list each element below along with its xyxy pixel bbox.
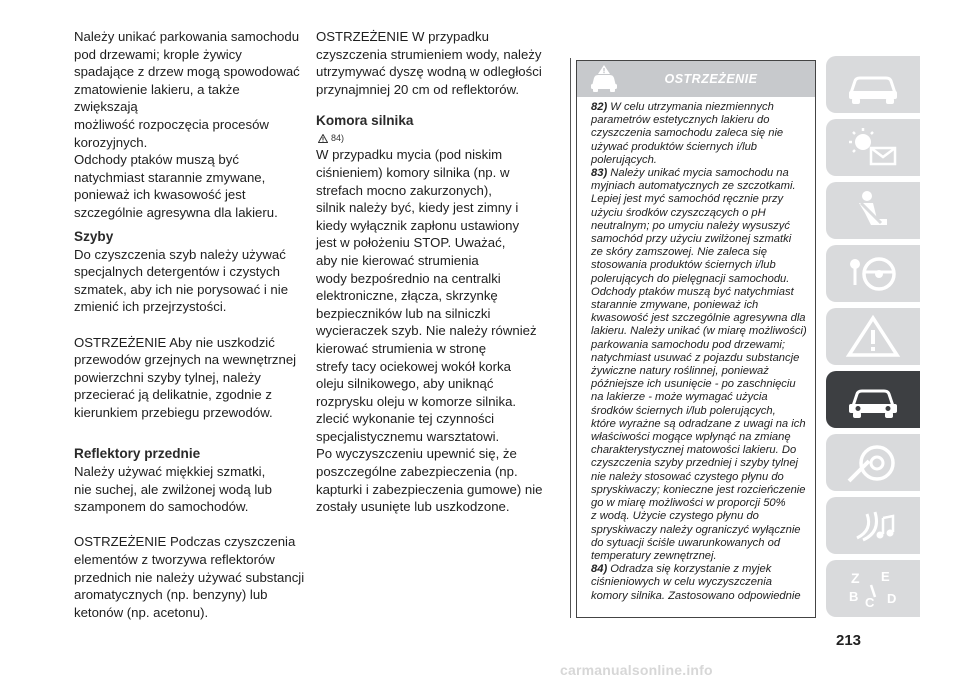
seat-safety-icon (843, 189, 903, 233)
tab-tools-emergency[interactable] (826, 434, 920, 491)
reference-number: 84) (331, 133, 345, 144)
warning-box (576, 60, 816, 618)
paragraph-headlights: Należy używać miękkiej szmatki, nie suchej, ale zwilżonej wodą lub szamponem do samochodów. (74, 464, 272, 515)
watermark: carmanualsonline.info (560, 662, 713, 678)
svg-text:C: C (865, 594, 875, 610)
tab-warning-triangle[interactable] (826, 308, 920, 365)
lights-warnings-icon (843, 126, 903, 170)
paragraph-windows: Do czyszczenia szyb należy używać specjalnych detergentów i czystych szmatek, aby ich nie porysować i nie zmienić ich przejrzystości. (74, 246, 289, 315)
tab-seat-safety[interactable] (826, 182, 920, 239)
middle-column (316, 28, 562, 516)
warning-item-number: 83) (591, 167, 608, 180)
warning-header (577, 61, 815, 97)
warning-item-text: Należy unikać mycia samochodu na myjniach automatycznych ze szczotkami. Lepiej jest myć samochód ręcznie przy użyciu środków czyszczących o pH neutralnym; po umyciu należy wysuszyć samochód przy użyciu zwilżonej szmatki ze skóry zamszowej. Nie zaleca się stosowania produktów ściernych i/lub polerujących do pielęgnacji samochodu. Odchody ptaków muszą być natychmiast starannie zmywane, ponieważ ich kwasowość jest szczególnie agresywna dla lakieru. Należy unikać (w miarę możliwości) parkowania samochodu pod drzewami; natychmiast usuwać z pojazdu substancje żywiczne natury roślinnej, ponieważ późniejsze ich usunięcie - po zaschnięciu na lakierze - może wymagać użycia środków ściernych i/lub polerujących, które wyrażne są odradzane z uwagi na ich właściwości mogące wpłynąć na zmianę charakterystycznej matowości lakieru. Do czyszczenia szyby przedniej i szyby tylnej nie należy stosować czystego płynu do spryskiwaczy; konieczne jest rozcieńczenie go w miarę możliwości w proporcji 50% z wodą. Użycie czystego płynu do spryskiwaczy należy ograniczyć wyłącznie do sytuacji ściśle uwarunkowanych od temperatury zewnętrznej. (591, 167, 807, 562)
car-overview-icon (843, 63, 903, 107)
svg-text:D: D (887, 590, 897, 606)
svg-text:B: B (849, 588, 859, 604)
paragraph-headlight-plastic-warning: OSTRZEŻENIE Podczas czyszczenia elementów z tworzywa reflektorów przednich nie należy używać substancji aromatycznych (np. benzyny) lub ketonów (np. acetonu). (74, 534, 305, 620)
page-number: 213 (836, 632, 862, 649)
tab-index[interactable] (826, 560, 920, 617)
warning-triangle-small-icon (318, 134, 328, 143)
warning-item-number: 82) (591, 101, 608, 113)
tab-multimedia[interactable] (826, 497, 920, 554)
paragraph-rear-window-warning: OSTRZEŻENIE Aby nie uszkodzić przewodów grzejnych na wewnętrznej powierzchni szyby tylnej, należy przecierać ją delikatnie, zgodnie z kierunkiem przebiegu przewodów. (74, 334, 297, 420)
tab-car-maintenance[interactable] (826, 371, 920, 428)
warning-item (591, 167, 811, 563)
tools-emergency-icon (843, 441, 903, 485)
warning-item-text: W celu utrzymania niezmiennych parametrów estetycznych lakieru do czyszczenia samochodu zaleca się nie używać produktów ściernych i/lub polerujących. (591, 101, 784, 166)
paragraph-bird-droppings: Odchody ptaków muszą być natychmiast starannie zmywane, ponieważ ich kwasowość jest szczególnie agresywna dla lakieru. (74, 152, 278, 220)
paragraph-engine-washing: W przypadku mycia (pod niskim ciśnieniem) komory silnika (np. w strefach mocno zakurzonych), silnik należy być, kiedy jest zimny i kiedy wyłącznik zapłonu ustawiony jest w położeniu STOP. Uważać, aby nie kierować strumienia wody bezpośrednio na centralki elektroniczne, złącza, skrzynkę bezpieczników lub na silniczki wycieraczek szyb. Nie należy również kierować strumienia w stronę strefy tacy ociekowej wokół korka oleju silnikowego, aby uniknąć rozprysku oleju w komorze silnika. zlecić wykonanie tej czynności specjalistycznemu warsztatowi. Po wyczyszczeniu upewnić się, że poszczególne zabezpieczenia (np. kapturki i zabezpieczenia gumowe) nie zostały usunięte lub uszkodzone. (316, 147, 543, 515)
warning-title: OSTRZEŻENIE (664, 72, 758, 86)
tab-car-overview[interactable] (826, 56, 920, 113)
warning-body (577, 97, 815, 603)
warning-triangle-icon (843, 315, 903, 359)
left-column (74, 28, 306, 621)
warning-item (591, 563, 811, 603)
column-divider (570, 58, 571, 618)
heading-szyby: Szyby (74, 228, 114, 244)
warning-reference (318, 132, 562, 144)
chapter-tabs (826, 56, 920, 623)
svg-text:E: E (881, 568, 890, 584)
tab-steering-start[interactable] (826, 245, 920, 302)
heading-komora-silnika: Komora silnika (316, 113, 414, 129)
warning-item (591, 101, 811, 167)
svg-text:Z: Z (851, 569, 860, 586)
car-maintenance-icon (843, 378, 903, 422)
warning-item-number: 84) (591, 563, 608, 576)
paragraph-water-jet-warning: OSTRZEŻENIE W przypadku czyszczenia strumieniem wody, należy utrzymywać dyszę wodną w odległości przynajmniej 20 cm od reflektorów. (316, 29, 542, 97)
tab-lights-warnings[interactable] (826, 119, 920, 176)
warning-item-text: Odradza się korzystanie z myjek ciśnieniowych w celu wyczyszczenia komory silnika. Zastosowano odpowiednie (591, 563, 801, 602)
paragraph-parking-trees: Należy unikać parkowania samochodu pod drzewami; krople żywicy spadające z drzew mogą spowodować zmatowienie lakieru, a także zwiększają możliwość rozpoczęcia procesów korozyjnych. (74, 29, 300, 150)
heading-reflektory: Reflektory przednie (74, 446, 201, 462)
index-letters-icon (843, 567, 903, 611)
steering-start-icon (843, 252, 903, 296)
multimedia-icon (843, 504, 903, 548)
